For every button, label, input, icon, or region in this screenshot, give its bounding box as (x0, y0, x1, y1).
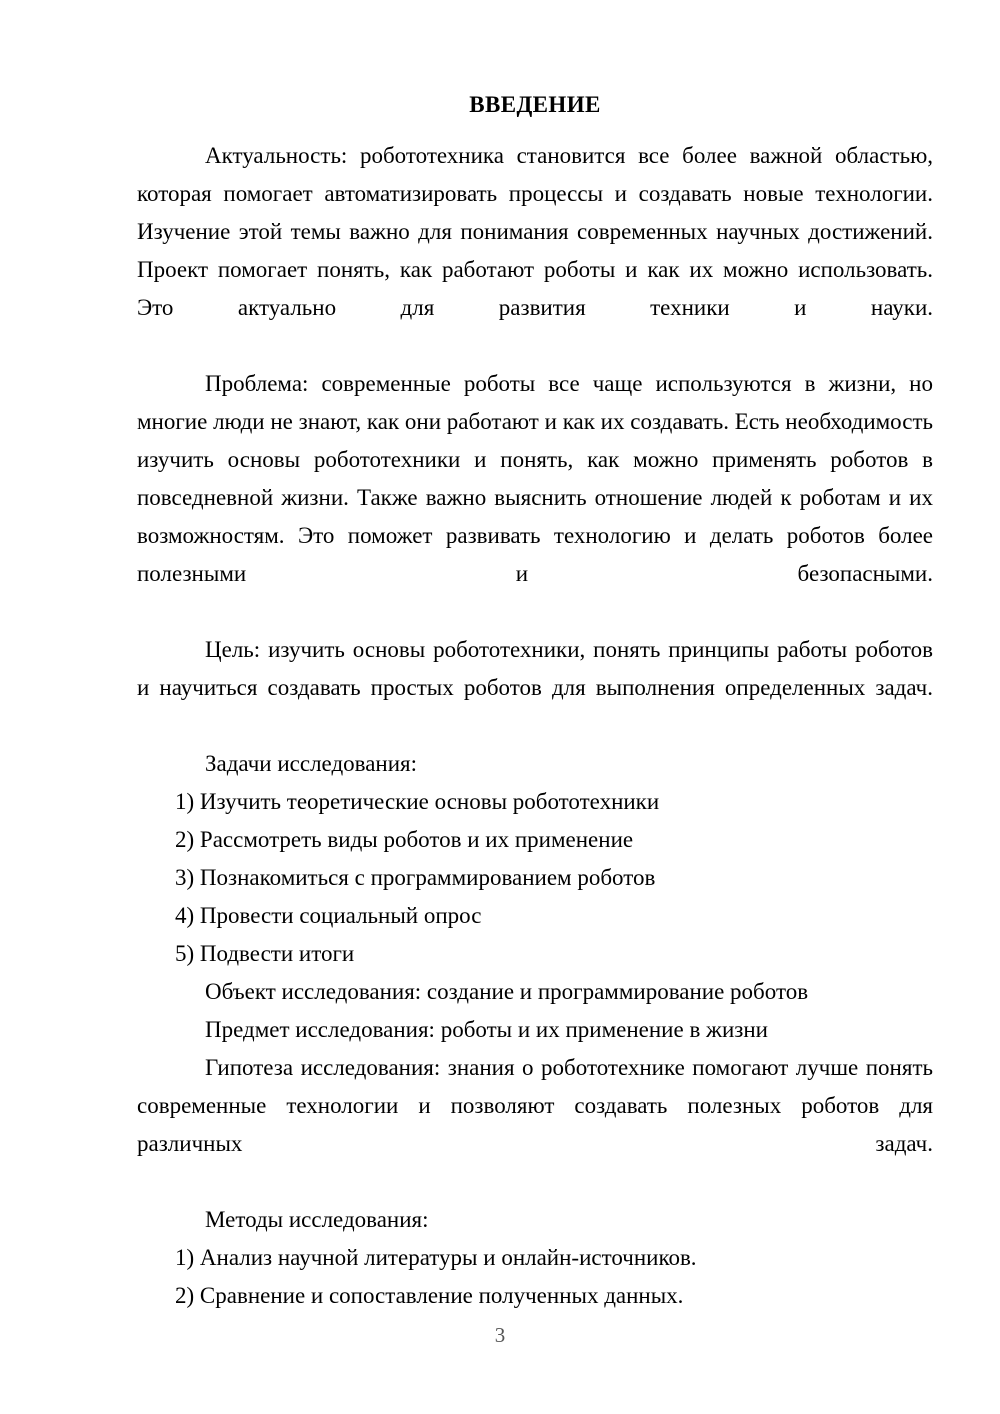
paragraph-hypothesis: Гипотеза исследования: знания о робототехнике помогают лучше понять современные технологии и позволяют создавать полезных роботов для различных задач. (137, 1055, 933, 1156)
paragraph-relevance: Актуальность: робототехника становится все более важной областью, которая помогает автоматизировать процессы и создавать новые технологии. Изучение этой темы важно для понимания современных научных достижений. Проект помогает понять, как работают роботы и как их можно использовать. Это актуально для развития техники и науки. (137, 143, 933, 320)
methods-list (137, 1239, 933, 1315)
list-item: 2) Сравнение и сопоставление полученных данных. (175, 1283, 684, 1308)
list-item: 4) Провести социальный опрос (175, 903, 482, 928)
list-item: 3) Познакомиться с программированием роботов (175, 865, 656, 890)
page-number: 3 (494, 1323, 506, 1347)
tasks-list (137, 783, 933, 973)
heading-methods: Методы исследования: (205, 1207, 429, 1232)
page-content (137, 86, 933, 1315)
list-item: 2) Рассмотреть виды роботов и их применение (175, 827, 634, 852)
paragraph-goal: Цель: изучить основы робототехники, понять принципы работы роботов и научиться создавать простых роботов для выполнения определенных задач. (137, 637, 933, 700)
list-item: 1) Анализ научной литературы и онлайн-источников. (175, 1245, 697, 1270)
heading-tasks: Задачи исследования: (205, 751, 418, 776)
paragraph-subject: Предмет исследования: роботы и их применение в жизни (205, 1017, 768, 1042)
page-title: ВВЕДЕНИЕ (469, 92, 601, 117)
paragraph-problem: Проблема: современные роботы все чаще используются в жизни, но многие люди не знают, как они работают и как их создавать. Есть необходимость изучить основы робототехники и понять, как можно применять роботов в повседневной жизни. Также важно выяснить отношение людей к роботам и их возможностям. Это поможет развивать технологию и делать роботов более полезными и безопасными. (137, 371, 933, 586)
list-item: 1) Изучить теоретические основы робототехники (175, 789, 660, 814)
list-item: 5) Подвести итоги (175, 941, 355, 966)
paragraph-object: Объект исследования: создание и программирование роботов (205, 979, 809, 1004)
